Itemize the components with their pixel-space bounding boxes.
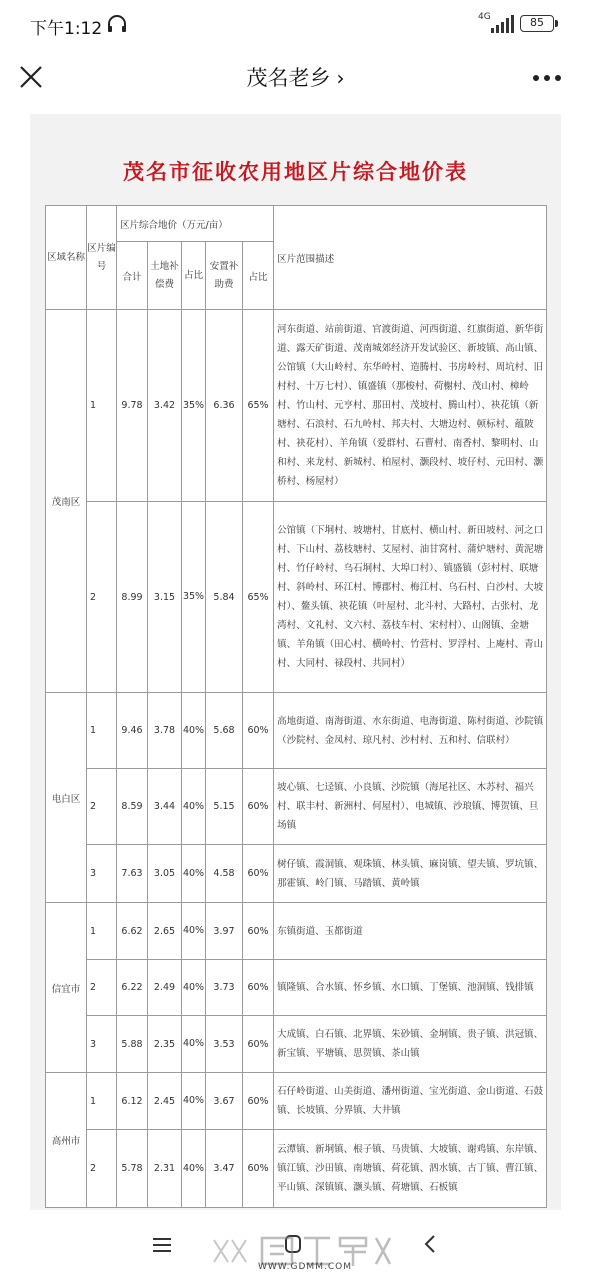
- ratio-2: 60%: [243, 845, 274, 903]
- land-comp: 2.45: [148, 1073, 182, 1130]
- table-row: [46, 693, 547, 769]
- table-row: [46, 502, 547, 693]
- header-zone-no: 区片编号: [87, 206, 117, 310]
- scope-desc: 高地街道、南海街道、水东街道、电海街道、陈村街道、沙院镇（沙院村、金凤村、琼凡村、沙村村、五和村、信联村）: [274, 693, 547, 769]
- resettle: 3.73: [206, 960, 243, 1016]
- table-row: [46, 1073, 547, 1130]
- chevron-right-icon: ›: [336, 66, 345, 90]
- zone-no: 1: [87, 1073, 117, 1130]
- total-price: 5.88: [117, 1016, 148, 1073]
- headset-icon: [106, 14, 128, 34]
- scope-desc: 坡心镇、七迳镇、小良镇、沙院镇（海尾社区、木苏村、福兴村、联丰村、新洲村、何屋村）、电城镇、沙琅镇、博贺镇、旦场镇: [274, 769, 547, 845]
- resettle: 4.58: [206, 845, 243, 903]
- watermark-logo: [210, 1232, 400, 1280]
- zone-no: 2: [87, 960, 117, 1016]
- land-comp: 3.05: [148, 845, 182, 903]
- scope-desc: 大成镇、白石镇、北界镇、朱砂镇、金垌镇、贵子镇、洪冠镇、新宝镇、平塘镇、思贺镇、茶山镇: [274, 1016, 547, 1073]
- scope-desc: 河东街道、站前街道、官渡街道、河西街道、红旗街道、新华街道、露天矿街道、茂南城郊经济开发试验区、新坡镇、高山镇、公馆镇（大山岭村、东华岭村、造腾村、书房岭村、周坑村、旧村村、十万七村）、镇盛镇（那梭村、荷榭村、茂山村、樟岭村、竹山村、元亨村、那田村、茂坡村、腾山村）、袂花镇（新塘村、石浪村、石九岭村、邦夫村、大塘边村、顿标村、蕴陂村、袂花村）、羊角镇（爱群村、石曹村、南香村、黎明村、山和村、来龙村、新城村、柏屋村、灏段村、坡仔村、元田村、灏桥村、杨屋村）: [274, 310, 547, 502]
- header-price-group: 区片综合地价（万元/亩）: [117, 206, 274, 242]
- ratio-1: 35%: [182, 502, 206, 693]
- ratio-2: 60%: [243, 903, 274, 960]
- header-region-name: 区域名称: [46, 206, 87, 310]
- total-price: 8.59: [117, 769, 148, 845]
- document-title: 茂名市征收农用地区片综合地价表: [123, 160, 468, 184]
- signal-icon: [490, 15, 514, 33]
- status-time: 下午1:12: [30, 19, 103, 39]
- ratio-1: 40%: [182, 769, 206, 845]
- resettle: 3.97: [206, 903, 243, 960]
- land-comp: 2.49: [148, 960, 182, 1016]
- ratio-1: 40%: [182, 960, 206, 1016]
- resettle: 5.84: [206, 502, 243, 693]
- resettle: 5.15: [206, 769, 243, 845]
- table-row: [46, 903, 547, 960]
- resettle: 3.53: [206, 1016, 243, 1073]
- total-price: 6.62: [117, 903, 148, 960]
- ratio-2: 60%: [243, 1073, 274, 1130]
- land-comp: 2.31: [148, 1130, 182, 1208]
- network-label: 4G: [478, 12, 491, 22]
- total-price: 8.99: [117, 502, 148, 693]
- zone-no: 3: [87, 1016, 117, 1073]
- header-land-comp: 土地补偿费: [148, 242, 182, 310]
- menu-icon[interactable]: [152, 1237, 172, 1253]
- zone-no: 1: [87, 903, 117, 960]
- land-price-table: [45, 205, 547, 1208]
- ratio-1: 35%: [182, 310, 206, 502]
- ratio-1: 40%: [182, 1016, 206, 1073]
- total-price: 6.22: [117, 960, 148, 1016]
- region-name: 信宜市: [46, 903, 87, 1073]
- more-icon[interactable]: [532, 74, 562, 82]
- ratio-1: 40%: [182, 845, 206, 903]
- table-row: [46, 769, 547, 845]
- total-price: 6.12: [117, 1073, 148, 1130]
- ratio-2: 60%: [243, 693, 274, 769]
- scope-desc: 树仔镇、霞洞镇、观珠镇、林头镇、麻岗镇、望夫镇、罗坑镇、那霍镇、岭门镇、马踏镇、黄岭镇: [274, 845, 547, 903]
- scope-desc: 东镇街道、玉都街道: [274, 903, 547, 960]
- land-comp: 3.15: [148, 502, 182, 693]
- header-total: 合计: [117, 242, 148, 310]
- scope-desc: 公馆镇（下垌村、坡塘村、甘底村、横山村、新田坡村、河之口村、下山村、荔枝塘村、艾屋村、油甘窝村、蒲炉塘村、黄泥塘村、竹仔岭村、乌石垌村、大埠口村）、镇盛镇（彭村村、联塘村、斜岭村、环江村、博郡村、梅江村、乌石村、白沙村、大坡村）、鳌头镇、袂花镇（叶屋村、北斗村、大路村、古张村、龙湾村、文礼村、文六村、荔枝车村、宋村村）、山阁镇、金塘镇、羊角镇（田心村、横岭村、竹营村、罗浮村、上庵村、青山村、大同村、禄段村、共同村）: [274, 502, 547, 693]
- header-ratio-2: 占比: [243, 242, 274, 310]
- ratio-2: 65%: [243, 502, 274, 693]
- zone-no: 1: [87, 310, 117, 502]
- table-row: [46, 960, 547, 1016]
- zone-no: 1: [87, 693, 117, 769]
- resettle: 3.67: [206, 1073, 243, 1130]
- ratio-1: 40%: [182, 693, 206, 769]
- table-row: [46, 1130, 547, 1208]
- resettle: 6.36: [206, 310, 243, 502]
- table-row: [46, 845, 547, 903]
- status-bar: [0, 0, 591, 50]
- total-price: 7.63: [117, 845, 148, 903]
- ratio-2: 60%: [243, 1016, 274, 1073]
- watermark-url: WWW.GDMM.COM: [258, 1262, 352, 1272]
- land-comp: 3.44: [148, 769, 182, 845]
- table-row: [46, 310, 547, 502]
- ratio-1: 40%: [182, 1073, 206, 1130]
- table-row: [46, 1016, 547, 1073]
- battery-indicator: 85: [520, 15, 554, 32]
- zone-no: 2: [87, 1130, 117, 1208]
- scope-desc: 石仔岭街道、山美街道、潘州街道、宝光街道、金山街道、石鼓镇、长坡镇、分界镇、大井镇: [274, 1073, 547, 1130]
- nav-title[interactable]: [0, 62, 591, 92]
- resettle: 3.47: [206, 1130, 243, 1208]
- ratio-1: 40%: [182, 1130, 206, 1208]
- zone-no: 2: [87, 769, 117, 845]
- total-price: 9.78: [117, 310, 148, 502]
- ratio-2: 60%: [243, 960, 274, 1016]
- region-name: 高州市: [46, 1073, 87, 1208]
- header-resettle: 安置补助费: [206, 242, 243, 310]
- land-comp: 3.78: [148, 693, 182, 769]
- header-scope: 区片范围描述: [274, 206, 547, 310]
- ratio-1: 40%: [182, 903, 206, 960]
- ratio-2: 60%: [243, 769, 274, 845]
- region-name: 茂南区: [46, 310, 87, 693]
- zone-no: 3: [87, 845, 117, 903]
- scope-desc: 云潭镇、新垌镇、根子镇、马贵镇、大坡镇、谢鸡镇、东岸镇、镇江镇、沙田镇、南塘镇、荷花镇、泗水镇、古丁镇、曹江镇、平山镇、深镇镇、灏头镇、荷塘镇、石板镇: [274, 1130, 547, 1208]
- battery-tip: [555, 20, 558, 27]
- total-price: 5.78: [117, 1130, 148, 1208]
- resettle: 5.68: [206, 693, 243, 769]
- region-name: 电白区: [46, 693, 87, 903]
- nav-title-text: 茂名老乡: [246, 66, 331, 90]
- scope-desc: 镇隆镇、合水镇、怀乡镇、水口镇、丁堡镇、池洞镇、钱排镇: [274, 960, 547, 1016]
- land-comp: 2.65: [148, 903, 182, 960]
- land-comp: 3.42: [148, 310, 182, 502]
- total-price: 9.46: [117, 693, 148, 769]
- nav-bar: [0, 50, 591, 106]
- land-comp: 2.35: [148, 1016, 182, 1073]
- ratio-2: 60%: [243, 1130, 274, 1208]
- back-icon[interactable]: [423, 1234, 437, 1254]
- ratio-2: 65%: [243, 310, 274, 502]
- header-ratio-1: 占比: [182, 242, 206, 310]
- zone-no: 2: [87, 502, 117, 693]
